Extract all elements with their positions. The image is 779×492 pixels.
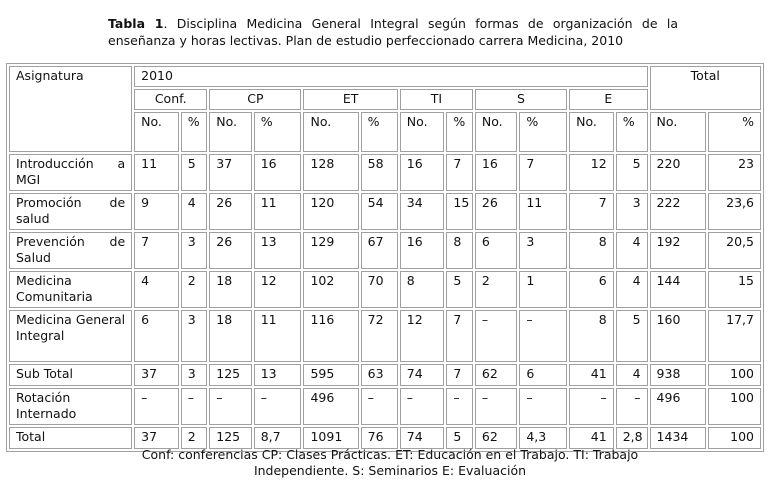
table-cell: 17,7 [708,310,761,362]
table-cell: 62 [475,364,517,386]
table-cell: 8 [446,232,473,269]
table-cell: 7 [446,154,473,191]
table-cell: 16 [400,154,445,191]
table-cell: – [569,388,614,425]
table-cell: 4 [616,364,648,386]
table-cell: 4 [181,193,208,230]
caption-text: . Disciplina Medicina General Integral según formas de organización de la enseñanza y horas lectivas. Plan de estudio perfeccionado carrera Medicina, 2010 [108,16,678,48]
table-cell: – [475,388,517,425]
table-cell: 6 [519,364,567,386]
table-cell: 4 [616,271,648,308]
table-cell: 2,8 [616,427,648,449]
table-cell: – [519,388,567,425]
table-cell: 26 [209,193,251,230]
table-cell: – [134,388,179,425]
table-row [9,232,761,269]
table-cell: 3 [181,232,208,269]
header-asignatura: Asignatura [9,66,132,152]
table-cell: 496 [303,388,358,425]
table-body [9,154,761,449]
table-cell: 12 [569,154,614,191]
table-cell: 8 [400,271,445,308]
table-cell: 220 [650,154,706,191]
footnote: Conf: conferencias CP: Clases Prácticas. ET: Educación en el Trabajo. TI: Trabajo Independiente. S: Seminarios E: Evaluación [141,447,639,478]
table-cell: 1091 [303,427,358,449]
table-cell: 67 [361,232,398,269]
table-cell: 5 [616,154,648,191]
table-cell: 3 [616,193,648,230]
table-row [9,388,761,425]
table-cell: 6 [569,271,614,308]
table-cell: 58 [361,154,398,191]
header-subcol: % [708,112,761,152]
table-cell: 125 [209,364,251,386]
table-cell: 18 [209,310,251,362]
table-cell: 5 [181,154,208,191]
table-header [9,66,761,152]
table-cell: 4 [134,271,179,308]
table-row [9,154,761,191]
table-cell: 125 [209,427,251,449]
table-cell: 12 [254,271,302,308]
header-subcol: % [254,112,302,152]
table-cell: 2 [181,271,208,308]
data-table [6,63,764,452]
table-cell: – [209,388,251,425]
table-cell: 7 [569,193,614,230]
header-total: Total [650,66,761,110]
table-cell: 6 [475,232,517,269]
table-cell: 116 [303,310,358,362]
table-cell: 72 [361,310,398,362]
header-subcol: No. [303,112,358,152]
table-cell: 34 [400,193,445,230]
table-cell: 1434 [650,427,706,449]
header-subcol: No. [134,112,179,152]
table-cell: – [181,388,208,425]
table-cell: 102 [303,271,358,308]
table-cell: 37 [134,427,179,449]
table-cell: 192 [650,232,706,269]
row-subject: Introducción a MGI [9,154,132,191]
header-group: S [475,89,567,110]
table-cell: 16 [254,154,302,191]
table-cell: 3 [181,364,208,386]
header-subcol: No. [209,112,251,152]
row-subject: Rotación Internado [9,388,132,425]
table-cell: 20,5 [708,232,761,269]
header-subcol: % [361,112,398,152]
table-cell: 128 [303,154,358,191]
header-subcol: % [519,112,567,152]
table-cell: 11 [134,154,179,191]
row-subject: Sub Total [9,364,132,386]
table-cell: 8,7 [254,427,302,449]
table-cell: – [361,388,398,425]
table-cell: 11 [254,310,302,362]
table-cell: 100 [708,427,761,449]
table-cell: 26 [209,232,251,269]
table-cell: 41 [569,427,614,449]
table-cell: 8 [569,232,614,269]
table-cell: 7 [446,310,473,362]
table-cell: 37 [209,154,251,191]
table-row [9,271,761,308]
table-cell: 1 [519,271,567,308]
table-cell: – [519,310,567,362]
header-group: E [569,89,647,110]
table-cell: 160 [650,310,706,362]
table-cell: – [475,310,517,362]
header-subcol: % [616,112,648,152]
header-subcol: No. [569,112,614,152]
table-cell: 5 [446,271,473,308]
table-cell: 62 [475,427,517,449]
table-cell: – [616,388,648,425]
table-cell: 5 [446,427,473,449]
table-cell: – [446,388,473,425]
table-row [9,427,761,449]
table-cell: 595 [303,364,358,386]
table-cell: 54 [361,193,398,230]
table-cell: 16 [400,232,445,269]
table-cell: 7 [134,232,179,269]
header-subcol: No. [400,112,445,152]
table-cell: – [400,388,445,425]
table-cell: 8 [569,310,614,362]
table-caption [108,15,678,49]
table-row [9,310,761,362]
table-cell: 4,3 [519,427,567,449]
header-group: CP [209,89,301,110]
table-cell: 11 [519,193,567,230]
table-cell: 15 [708,271,761,308]
table-cell: 15 [446,193,473,230]
row-subject: Medicina General Integral [9,310,132,362]
table-cell: 41 [569,364,614,386]
row-subject: Total [9,427,132,449]
header-year: 2010 [134,66,647,87]
row-subject: Medicina Comunitaria [9,271,132,308]
header-subcol: No. [650,112,706,152]
table-cell: 70 [361,271,398,308]
table-cell: 3 [519,232,567,269]
table-cell: 13 [254,364,302,386]
table-cell: 496 [650,388,706,425]
table-cell: 7 [446,364,473,386]
table-row [9,364,761,386]
table-cell: 37 [134,364,179,386]
table-cell: 100 [708,364,761,386]
header-group: Conf. [134,89,207,110]
table-cell: 100 [708,388,761,425]
header-row-year [9,66,761,87]
table-cell: 7 [519,154,567,191]
row-subject: Promoción de salud [9,193,132,230]
table-cell: 222 [650,193,706,230]
table-cell: 76 [361,427,398,449]
table-cell: 3 [181,310,208,362]
table-cell: 144 [650,271,706,308]
table-cell: 74 [400,427,445,449]
table-cell: 16 [475,154,517,191]
table-cell: 129 [303,232,358,269]
table-cell: 2 [475,271,517,308]
table-cell: 26 [475,193,517,230]
table-row [9,193,761,230]
table-cell: 9 [134,193,179,230]
table-cell: – [254,388,302,425]
table-cell: 6 [134,310,179,362]
table-cell: 5 [616,310,648,362]
header-group: TI [400,89,473,110]
header-group: ET [303,89,397,110]
table-cell: 74 [400,364,445,386]
table-cell: 13 [254,232,302,269]
table-cell: 23,6 [708,193,761,230]
table-cell: 120 [303,193,358,230]
header-subcol: % [446,112,473,152]
table-cell: 12 [400,310,445,362]
table-cell: 23 [708,154,761,191]
table-cell: 18 [209,271,251,308]
table-cell: 63 [361,364,398,386]
header-subcol: % [181,112,208,152]
table-cell: 4 [616,232,648,269]
header-subcol: No. [475,112,517,152]
table-cell: 11 [254,193,302,230]
table-cell: 938 [650,364,706,386]
table-cell: 2 [181,427,208,449]
caption-label: Tabla 1 [108,16,164,31]
row-subject: Prevención de Salud [9,232,132,269]
